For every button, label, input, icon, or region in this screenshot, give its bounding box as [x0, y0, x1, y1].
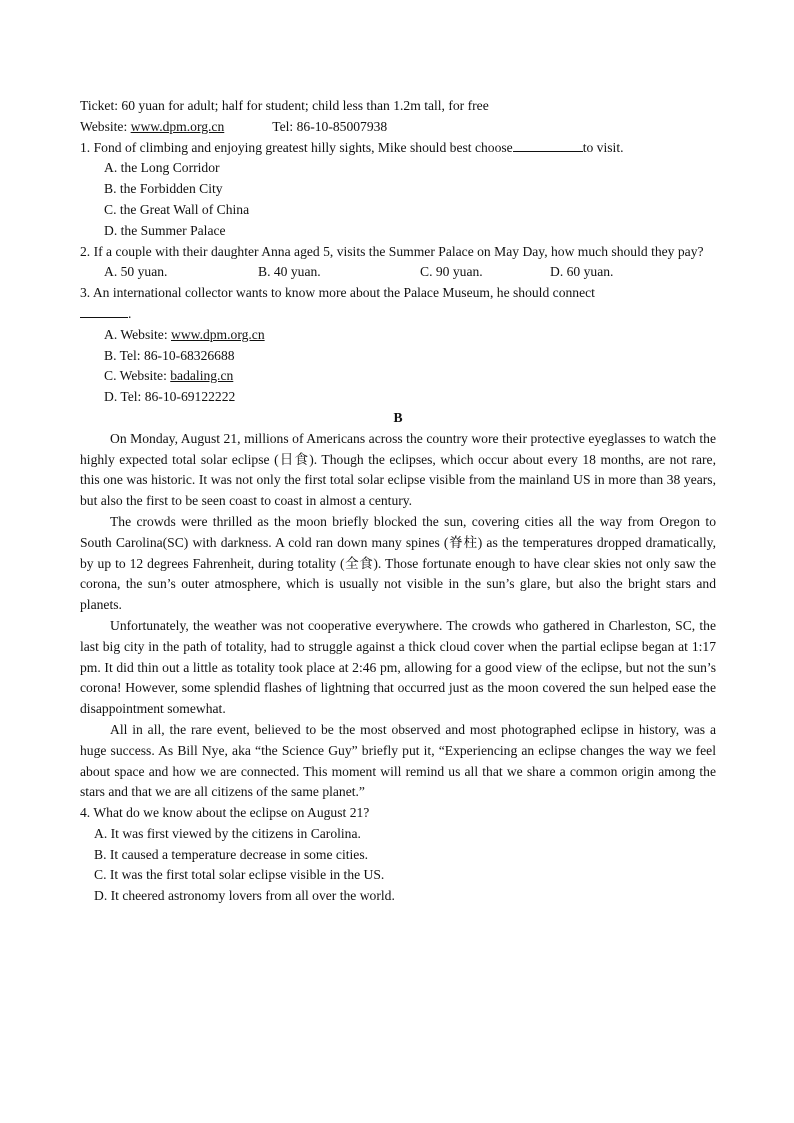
answer-blank [513, 139, 583, 152]
question-1-text-end: to visit. [582, 139, 624, 155]
question-3-blank-line [80, 304, 716, 325]
question-4-stem: 4. What do we know about the eclipse on August 21? [80, 805, 370, 821]
question-2-option-a: A. 50 yuan. [104, 264, 168, 280]
contact-info [80, 117, 716, 138]
document-content [80, 96, 716, 907]
question-1-option-a: A. the Long Corridor [104, 160, 220, 176]
website-link[interactable]: www.dpm.org.cn [130, 118, 225, 134]
ticket-info: Ticket: 60 yuan for adult; half for student; child less than 1.2m tall, for free [80, 98, 489, 113]
question-3-option-c [80, 366, 716, 387]
question-3-option-a [80, 325, 716, 346]
passage-paragraph: Unfortunately, the weather was not cooperative everywhere. The crowds who gathered in Charleston, SC, the last big city in the path of totality, had to struggle against a thick cloud cover when the partial eclipse began at 1:17 pm. It did thin out a little as totality took place at 2:46 pm, allowing for a good view of the eclipse, but not the sun’s corona! However, some splendid flashes of lightning that occurred just as the moon covered the sun helped ease the disappointment somewhat. [80, 617, 716, 717]
option-c-link[interactable]: badaling.cn [170, 368, 234, 384]
option-label: C. Website: [104, 368, 171, 384]
question-2-stem: 2. If a couple with their daughter Anna aged 5, visits the Summer Palace on May Day, how much should they pay? [80, 243, 704, 259]
website-label: Website: [80, 118, 131, 134]
question-1-option-d: D. the Summer Palace [104, 222, 226, 238]
question-1-option-c: C. the Great Wall of China [104, 201, 250, 217]
question-2-options [80, 262, 716, 283]
answer-blank [80, 305, 128, 318]
passage-paragraph: The crowds were thrilled as the moon briefly blocked the sun, covering cities all the way from Oregon to South Carolina(SC) with darkness. A cold ran down many spines (脊柱) as the temperatures dropped dramatically, by up to 12 degrees Fahrenheit, during totality (全食). Those fortunate enough to have clear skies not only saw the corona, the sun’s outer atmosphere, which is usually not visible in the sun’s glare, but also the bright stars and planets. [80, 513, 716, 613]
question-3-stem: 3. An international collector wants to know more about the Palace Museum, he should connect [80, 285, 595, 301]
passage-paragraph: On Monday, August 21, millions of Americans across the country wore their protective eyeglasses to watch the highly expected total solar eclipse (日食). Though the eclipses, which occur about every 18 months, are not rare, this one was historic. It was not only the first total solar eclipse visible from the mainland US in more than 38 years, but also the first to be seen coast to coast in almost a century. [80, 430, 716, 509]
question-3-option-d: D. Tel: 86-10-69122222 [104, 389, 236, 405]
option-a-link[interactable]: www.dpm.org.cn [171, 326, 265, 342]
blank-period: . [128, 305, 132, 321]
section-heading: B [393, 409, 403, 425]
tel-number: Tel: 86-10-85007938 [272, 118, 388, 134]
question-2-option-b: B. 40 yuan. [258, 264, 321, 280]
question-1-stem [80, 138, 716, 159]
question-4-option-c: C. It was the first total solar eclipse visible in the US. [94, 867, 385, 883]
question-1-text: 1. Fond of climbing and enjoying greatest hilly sights, Mike should best choose [80, 139, 513, 155]
question-4-option-b: B. It caused a temperature decrease in some cities. [94, 846, 369, 862]
question-3-option-b: B. Tel: 86-10-68326688 [104, 347, 235, 363]
question-4-option-d: D. It cheered astronomy lovers from all over the world. [94, 888, 395, 904]
question-4-option-a: A. It was first viewed by the citizens in Carolina. [94, 825, 361, 841]
passage-paragraph: All in all, the rare event, believed to be the most observed and most photographed eclipse in history, was a huge success. As Bill Nye, aka “the Science Guy” briefly put it, “Experiencing an eclipse changes the way we feel about space and how we are connected. This moment will remind us all that we share a common origin among the stars and that we are all citizens of the same planet.” [80, 721, 716, 800]
question-2-option-c: C. 90 yuan. [420, 264, 483, 280]
question-1-option-b: B. the Forbidden City [104, 181, 223, 197]
option-label: A. Website: [104, 326, 171, 342]
question-2-option-d: D. 60 yuan. [550, 264, 614, 280]
